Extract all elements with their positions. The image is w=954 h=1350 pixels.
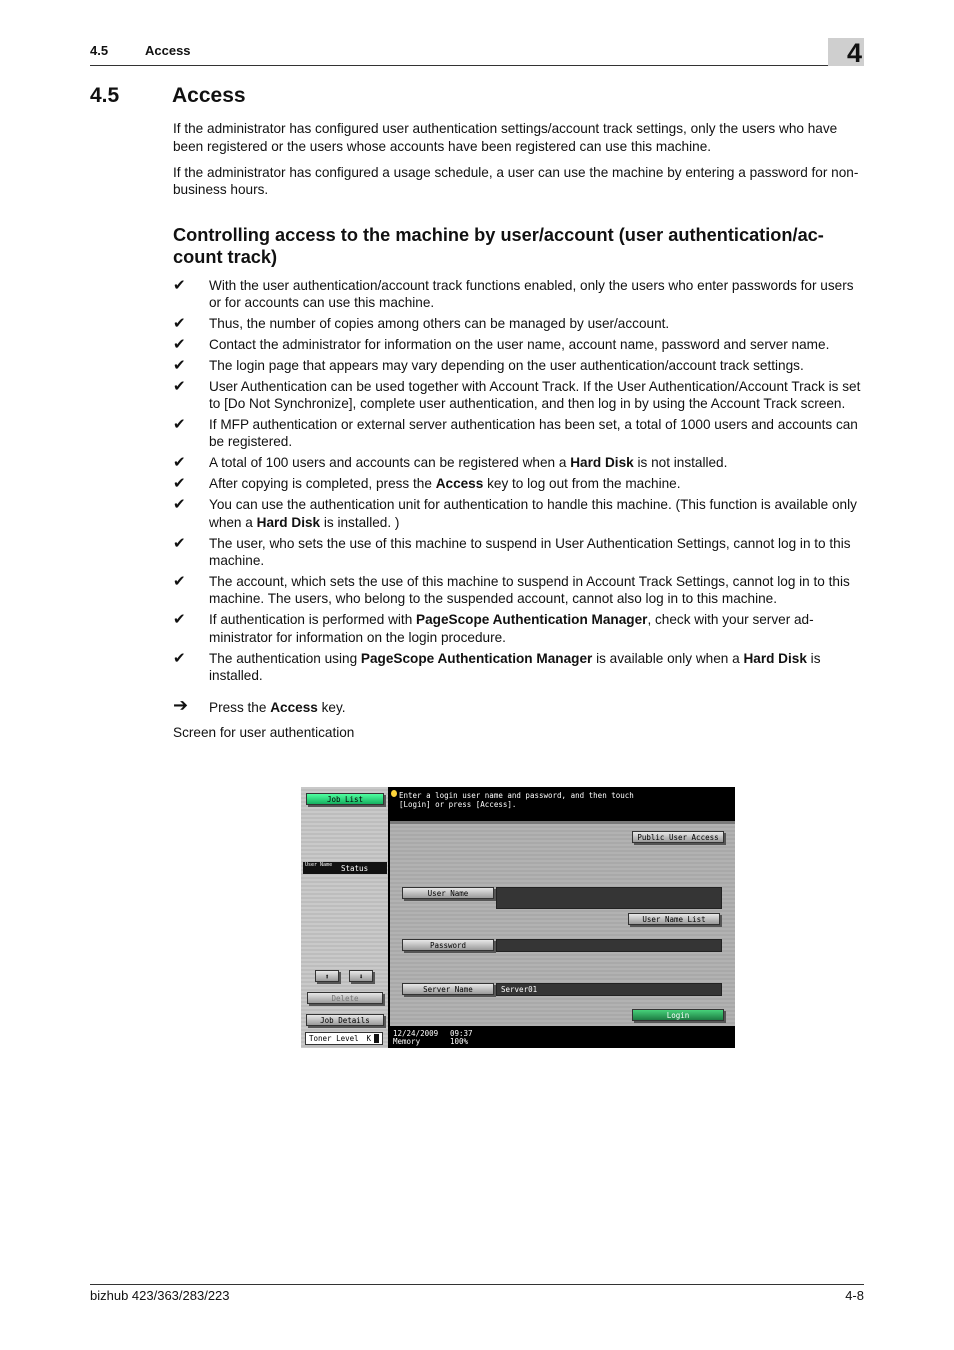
footer-model: bizhub 423/363/283/223: [90, 1288, 230, 1303]
check-item-text: The user, who sets the use of this machine to suspend in User Authentication Settings, cannot log in to this machine.: [209, 535, 851, 569]
auth-screen-image: [301, 787, 735, 1048]
arrow-right-icon: ➔: [173, 694, 189, 715]
intro-paragraph-2: If the administrator has configured a usage schedule, a user can use the machine by entering a password for non-business hours.: [173, 164, 859, 197]
check-item: [173, 277, 865, 312]
checkmark-icon: ✔: [173, 475, 186, 493]
check-item-text: , check with your server ad-ministrator for information on the login procedure.: [209, 612, 814, 645]
header-section-number: 4.5: [90, 43, 109, 58]
check-item-text: key to log out from the machine.: [483, 476, 681, 492]
section-heading: [90, 84, 246, 108]
toner-bar: [374, 1034, 379, 1043]
check-item-text: With the user authentication/account track functions enabled, only the users who enter passwords for users or for accounts can use this machine.: [209, 277, 854, 310]
check-list: [173, 277, 865, 685]
checkmark-icon: ✔: [173, 534, 186, 552]
checkmark-icon: ✔: [173, 572, 186, 590]
step-pre: Press the: [209, 699, 271, 715]
check-item: [173, 357, 865, 375]
toner-level: [305, 1032, 383, 1045]
step-key: Access: [270, 699, 318, 715]
checkmark-icon: ✔: [173, 276, 186, 294]
check-item: [173, 611, 865, 646]
status-time: 09:37: [450, 1029, 473, 1038]
check-item-text: is installed. ): [320, 514, 400, 530]
job-column-header: [303, 862, 387, 874]
check-item: [173, 416, 865, 451]
check-item: [173, 378, 865, 413]
check-item-text: is installed.: [209, 650, 821, 684]
status-bar: [390, 1026, 735, 1048]
login-panel: [390, 821, 735, 1026]
memory-label: Memory: [393, 1037, 421, 1046]
user-name-field[interactable]: [496, 887, 722, 909]
check-item-bold: Access: [435, 476, 484, 492]
checkmark-icon: ✔: [173, 377, 186, 395]
left-panel: [301, 787, 388, 1048]
check-item-bold: PageScope Authentication Manager: [416, 612, 648, 628]
check-item-text: is not installed.: [633, 455, 728, 471]
running-header: [90, 42, 864, 66]
check-item-bold: Hard Disk: [743, 650, 807, 666]
job-list-button[interactable]: Job List: [306, 793, 384, 805]
arrow-up-icon: ⬆: [324, 972, 330, 981]
figure-caption: Screen for user authentication: [173, 725, 355, 741]
checkmark-icon: ✔: [173, 314, 186, 332]
check-item: [173, 475, 865, 493]
toner-label: Toner Level: [309, 1034, 359, 1043]
check-item-text: After copying is completed, press the: [209, 476, 436, 492]
check-item: [173, 315, 865, 333]
step-post: key.: [317, 699, 346, 715]
check-item-text: The account, which sets the use of this machine to suspend in Account Track Settings, cannot log in to this machine. The users, who belong to the suspended account, cannot also log in to this machine.: [209, 573, 850, 607]
user-name-list-button[interactable]: User Name List: [628, 913, 720, 925]
checkmark-icon: ✔: [173, 356, 186, 374]
checkmark-icon: ✔: [173, 649, 186, 667]
password-field[interactable]: [496, 939, 722, 952]
header-section-title: Access: [145, 43, 191, 58]
check-item-text: Thus, the number of copies among others can be managed by user/account.: [209, 315, 670, 331]
lightbulb-icon: [391, 790, 397, 797]
check-item: [173, 573, 865, 608]
server-name-field[interactable]: Server01: [496, 983, 722, 996]
check-item: [173, 496, 865, 531]
job-details-button[interactable]: Job Details: [306, 1014, 384, 1026]
check-item-text: User Authentication can be used together with Account Track. If the User Authentication/Account Track is set to [Do Not Synchronize], complete user authentication, and then log in by using the Account Track screen.: [209, 378, 861, 412]
check-item-bold: Hard Disk: [256, 514, 321, 530]
check-item-text: is available only when a: [592, 650, 744, 666]
message-line-2: [Login] or press [Access].: [399, 800, 517, 809]
check-item-text: The login page that appears may vary depending on the user authentication/account track settings.: [209, 357, 804, 373]
check-item-text: A total of 100 users and accounts can be registered when a: [209, 455, 571, 471]
scroll-up-button[interactable]: [315, 970, 339, 982]
checkmark-icon: ✔: [173, 496, 186, 514]
user-name-button[interactable]: User Name: [402, 887, 494, 899]
col-user-header: User Name: [305, 862, 333, 868]
login-button[interactable]: Login: [632, 1009, 724, 1021]
check-item-text: If MFP authentication or external server authentication has been set, a total of 1000 users and accounts can be registered.: [209, 416, 858, 450]
checkmark-icon: ✔: [173, 454, 186, 472]
password-button[interactable]: Password: [402, 939, 494, 951]
check-item: [173, 454, 865, 472]
intro-paragraph-1: If the administrator has configured user authentication settings/account track settings, only the users who have been registered or the users whose accounts have been registered can use this machine.: [173, 121, 838, 154]
chapter-tab: 4: [828, 38, 864, 66]
checkmark-icon: ✔: [173, 415, 186, 433]
check-item-bold: Hard Disk: [570, 455, 634, 471]
arrow-down-icon: ⬇: [358, 972, 364, 981]
check-item-text: Contact the administrator for information on the user name, account name, password and server name.: [209, 336, 830, 352]
message-area: [390, 787, 735, 821]
body-text: [173, 120, 865, 742]
check-item: [173, 650, 865, 685]
check-item-bold: PageScope Authentication Manager: [360, 650, 593, 666]
page-number: 4-8: [845, 1288, 864, 1303]
col-status-header: Status: [341, 864, 369, 873]
checkmark-icon: ✔: [173, 611, 186, 629]
check-item-text: The authentication using: [209, 650, 361, 666]
check-item: [173, 336, 865, 354]
server-name-button[interactable]: Server Name: [402, 983, 494, 995]
step-instruction: [173, 694, 865, 717]
check-item: [173, 535, 865, 570]
subheading: Controlling access to the machine by user/account (user authentication/ac-count track): [173, 224, 824, 267]
delete-button[interactable]: Delete: [307, 992, 383, 1004]
scroll-down-button[interactable]: [349, 970, 373, 982]
check-item-text: If authentication is performed with: [209, 612, 417, 628]
check-item-text: You can use the authentication unit for authentication to handle this machine. (This function is available only when a: [209, 497, 857, 530]
page-footer: [90, 1284, 864, 1303]
checkmark-icon: ✔: [173, 335, 186, 353]
section-heading-number: 4.5: [90, 84, 120, 107]
section-heading-title: Access: [172, 84, 246, 107]
toner-k-label: K: [366, 1034, 371, 1043]
public-user-access-button[interactable]: Public User Access: [632, 831, 724, 843]
message-line-1: Enter a login user name and password, and then touch: [399, 791, 634, 800]
status-date: 12/24/2009: [393, 1029, 439, 1038]
memory-value: 100%: [450, 1037, 469, 1046]
